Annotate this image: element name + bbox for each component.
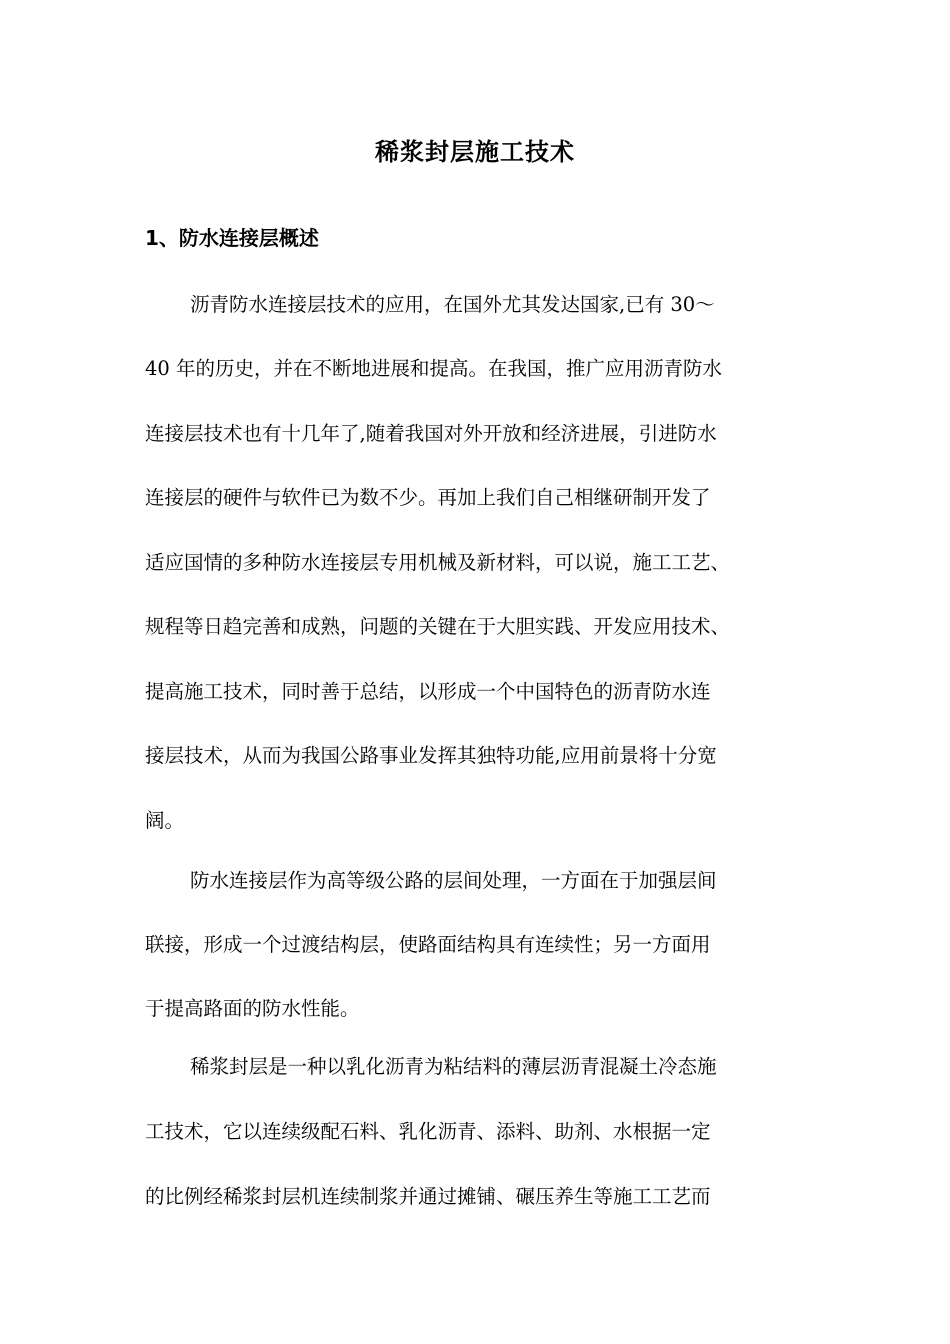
paragraph-line: 规程等日趋完善和成熟，问题的关键在于大胆实践、开发应用技术、 [145, 615, 731, 638]
paragraph-line: 连接层技术也有十几年了,随着我国对外开放和经济进展，引进防水 [145, 422, 717, 445]
paragraph-line: 防水连接层作为高等级公路的层间处理，一方面在于加强层间 [190, 869, 717, 892]
paragraph-line: 稀浆封层是一种以乳化沥青为粘结料的薄层沥青混凝土冷态施 [190, 1055, 717, 1078]
paragraph-line: 于提高路面的防水性能。 [145, 997, 360, 1020]
document-title: 稀浆封层施工技术 [375, 138, 575, 166]
paragraph-line: 的比例经稀浆封层机连续制浆并通过摊铺、碾压养生等施工工艺而 [145, 1185, 711, 1208]
paragraph-line: 连接层的硬件与软件已为数不少。再加上我们自己相继研制开发了 [145, 486, 711, 509]
paragraph-line: 工技术，它以连续级配石料、乳化沥青、添料、助剂、水根据一定 [145, 1120, 711, 1143]
paragraph-line: 沥青防水连接层技术的应用，在国外尤其发达国家,已有 30～ [190, 293, 715, 316]
paragraph-line: 阔。 [145, 809, 185, 832]
paragraph-line: 联接，形成一个过渡结构层，使路面结构具有连续性；另一方面用 [145, 933, 711, 956]
paragraph-line: 提高施工技术，同时善于总结，以形成一个中国特色的沥青防水连 [145, 680, 711, 703]
section-heading: 1、防水连接层概述 [145, 226, 319, 250]
paragraph-line: 适应国情的多种防水连接层专用机械及新材料，可以说，施工工艺、 [145, 551, 731, 574]
paragraph-line: 40 年的历史，并在不断地进展和提高。在我国，推广应用沥青防水 [145, 357, 723, 380]
paragraph-line: 接层技术，从而为我国公路事业发挥其独特功能,应用前景将十分宽 [145, 744, 717, 767]
